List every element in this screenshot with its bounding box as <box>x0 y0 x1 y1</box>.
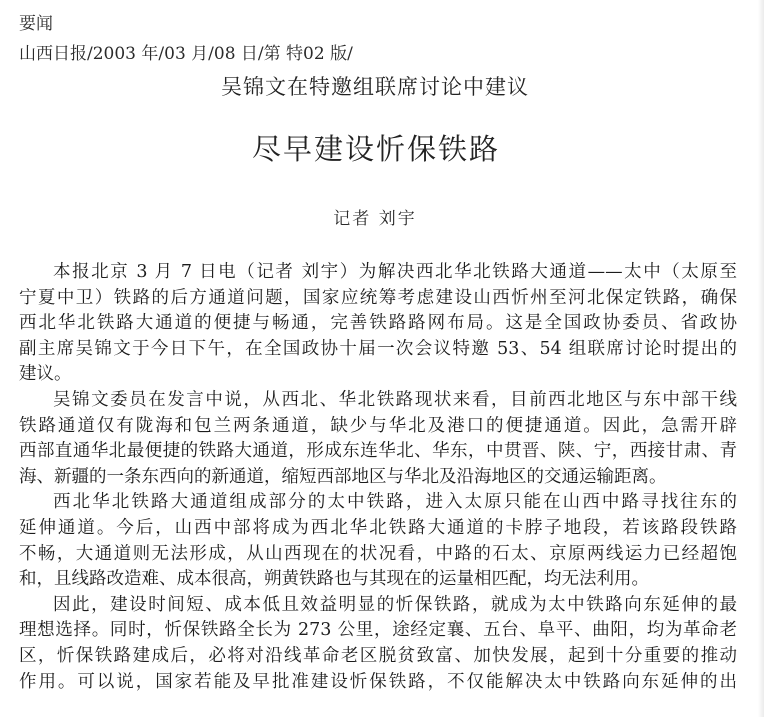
body-line: 区，忻保铁路建成后，必将对沿线革命老区脱贫致富、加快发展，起到十分重要的推动 <box>19 645 737 666</box>
paragraph-3 <box>19 490 737 592</box>
body-line: 西北华北铁路大通道组成部分的太中铁路，进入太原只能在山西中路寻找往东的 <box>53 492 737 513</box>
body-line: 吴锦文委员在发言中说，从西北、华北铁路现状来看，目前西北地区与东中部干线 <box>53 389 737 410</box>
body-line: 建议。 <box>19 364 72 385</box>
paragraph-4 <box>19 593 737 695</box>
source-line: 山西日报/2003 年/03 月/08 日/第 特02 版/ <box>19 44 353 64</box>
body-line: 副主席吴锦文于今日下午，在全国政协十届一次会议特邀 53、54 组联席讨论时提出的 <box>19 338 737 359</box>
body-line: 本报北京 3 月 7 日电（记者 刘宇）为解决西北华北铁路大通道——太中（太原至 <box>53 262 737 282</box>
body-line: 理想选择。同时，忻保铁路全长为 273 公里，途经定襄、五台、阜平、曲阳，均为革命老 <box>19 620 737 641</box>
body-line: 西北华北铁路大通道的便捷与畅通，完善铁路路网布局。这是全国政协委员、省政协 <box>19 313 737 334</box>
body-line: 宁夏中卫）铁路的后方通道问题，国家应统筹考虑建设山西忻州至河北保定铁路，确保 <box>19 287 737 308</box>
body-line: 作用。可以说，国家若能及早批准建设忻保铁路，不仅能解决太中铁路向东延伸的出 <box>19 671 737 692</box>
paragraph-1 <box>19 260 737 388</box>
article-body <box>19 260 737 695</box>
paragraph-2 <box>19 388 737 490</box>
body-line: 延伸通道。今后，山西中部将成为西北华北铁路大通道的卡脖子地段，若该路段铁路 <box>19 517 737 538</box>
section-label: 要闻 <box>19 14 53 34</box>
article-title: 尽早建设忻保铁路 <box>251 132 500 166</box>
body-line: 和，且线路改造难、成本很高，朔黄铁路也与其现在的运量相匹配，均无法利用。 <box>19 569 649 590</box>
page-edge-shadow <box>758 0 764 717</box>
body-line: 铁路通道仅有陇海和包兰两条通道，缺少与华北及港口的便捷通道。因此，急需开辟 <box>19 415 737 436</box>
article-byline: 记者 刘宇 <box>333 209 417 229</box>
article-subtitle: 吴锦文在特邀组联席讨论中建议 <box>221 75 529 99</box>
body-line: 海、新疆的一条东西向的新通道，缩短西部地区与华北及沿海地区的交通运输距离。 <box>19 466 667 487</box>
body-line: 因此，建设时间短、成本低且效益明显的忻保铁路，就成为太中铁路向东延伸的最 <box>53 594 737 615</box>
body-line: 西部直通华北最便捷的铁路大通道，形成东连华北、华东，中贯晋、陕、宁，西接甘肃、青 <box>19 441 737 462</box>
body-line: 不畅，大通道则无法形成，从山西现在的状况看，中路的石太、京原两线运力已经超饱 <box>19 543 737 564</box>
